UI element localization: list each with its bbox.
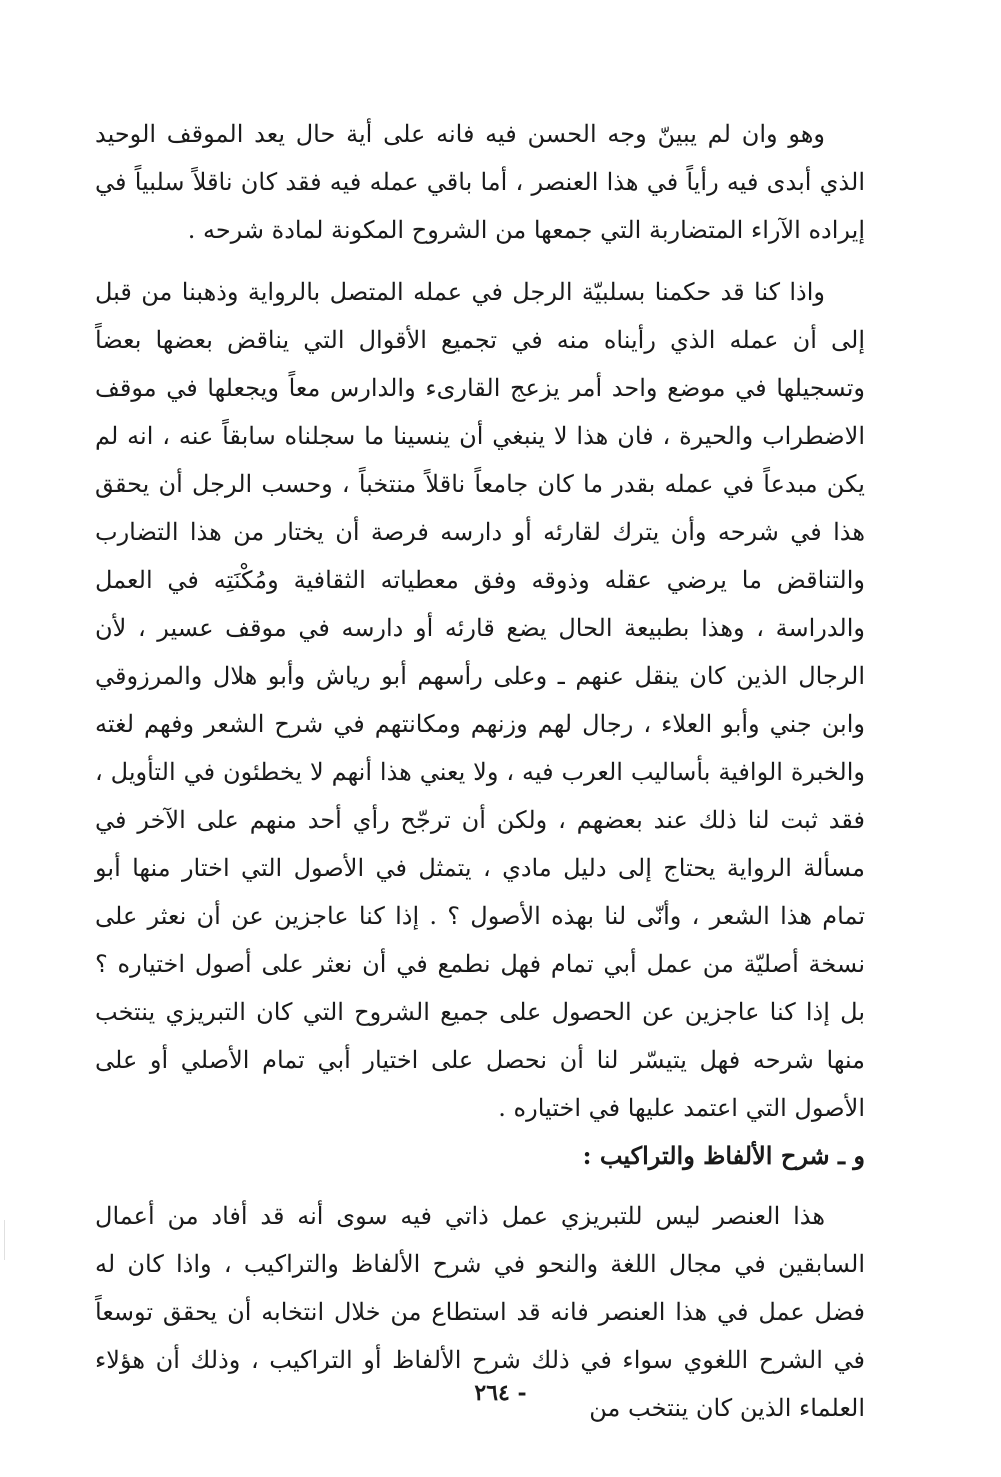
page-body [95, 110, 865, 1442]
paragraph-1: وهو وان لم يبينّ وجه الحسن فيه فانه على أية حال يعد الموقف الوحيد الذي أبدى فيه رأياً في هذا العنصر ، أما باقي عمله فيه فقد كان ناقلاً سلبياً في إيراده الآراء المتضاربة التي جمعها من الشروح المكونة لمادة شرحه . [95, 120, 865, 244]
paragraph-2: واذا كنا قد حكمنا بسلبيّة الرجل في عمله المتصل بالرواية وذهبنا من قبل إلى أن عمله الذي رأيناه منه في تجميع الأقوال التي يناقض بعضها بعضاً وتسجيلها في موضع واحد أمر يزعج القارىء والدارس معاً ويجعلها في موقف الاضطراب والحيرة ، فان هذا لا ينبغي أن ينسينا ما سجلناه سابقاً عنه ، انه لم يكن مبدعاً في عمله بقدر ما كان جامعاً ناقلاً منتخباً ، وحسب الرجل أن يحقق هذا في شرحه وأن يترك لقارئه أو دارسه فرصة أن يختار من هذا التضارب والتناقض ما يرضي عقله وذوقه وفق معطياته الثقافية ومُكْنَتِه في العمل والدراسة ، وهذا بطبيعة الحال يضع قارئه أو دارسه في موقف عسير ، لأن الرجال الذين كان ينقل عنهم ـ وعلى رأسهم أبو رياش وأبو هلال والمرزوقي وابن جني وأبو العلاء ، رجال لهم وزنهم ومكانتهم في شرح الشعر وفهم لغته والخبرة الوافية بأساليب العرب فيه ، ولا يعني هذا أنهم لا يخطئون في التأويل ، فقد ثبت لنا ذلك عند بعضهم ، ولكن أن ترجّح رأي أحد منهم على الآخر في مسألة الرواية يحتاج إلى دليل مادي ، يتمثل في الأصول التي اختار منها أبو تمام هذا الشعر ، وأنّى لنا بهذه الأصول ؟ . إذا كنا عاجزين عن أن نعثر على نسخة أصليّة من عمل أبي تمام فهل نطمع في أن نعثر على أصول اختياره ؟ بل إذا كنا عاجزين عن الحصول على جميع الشروح التي كان التبريزي ينتخب منها شرحه فهل يتيسّر لنا أن نحصل على اختيار أبي تمام الأصلي أو على الأصول التي اعتمد عليها في اختياره . [95, 278, 865, 1122]
page-number: - ٢٦٤ [474, 1380, 527, 1406]
section-heading: و ـ شرح الألفاظ والتراكيب : [582, 1141, 865, 1170]
section-paragraph-1: هذا العنصر ليس للتبريزي عمل ذاتي فيه سوى أنه قد أفاد من أعمال السابقين في مجال اللغة والنحو في شرح الألفاظ والتراكيب ، واذا كان له فضل عمل في هذا العنصر فانه قد استطاع من خلال انتخابه أن يحقق توسعاً في الشرح اللغوي سواء في ذلك شرح الألفاظ أو التراكيب ، وذلك أن هؤلاء العلماء الذين كان ينتخب من [95, 1202, 866, 1422]
scan-margin-mark [4, 1220, 5, 1260]
